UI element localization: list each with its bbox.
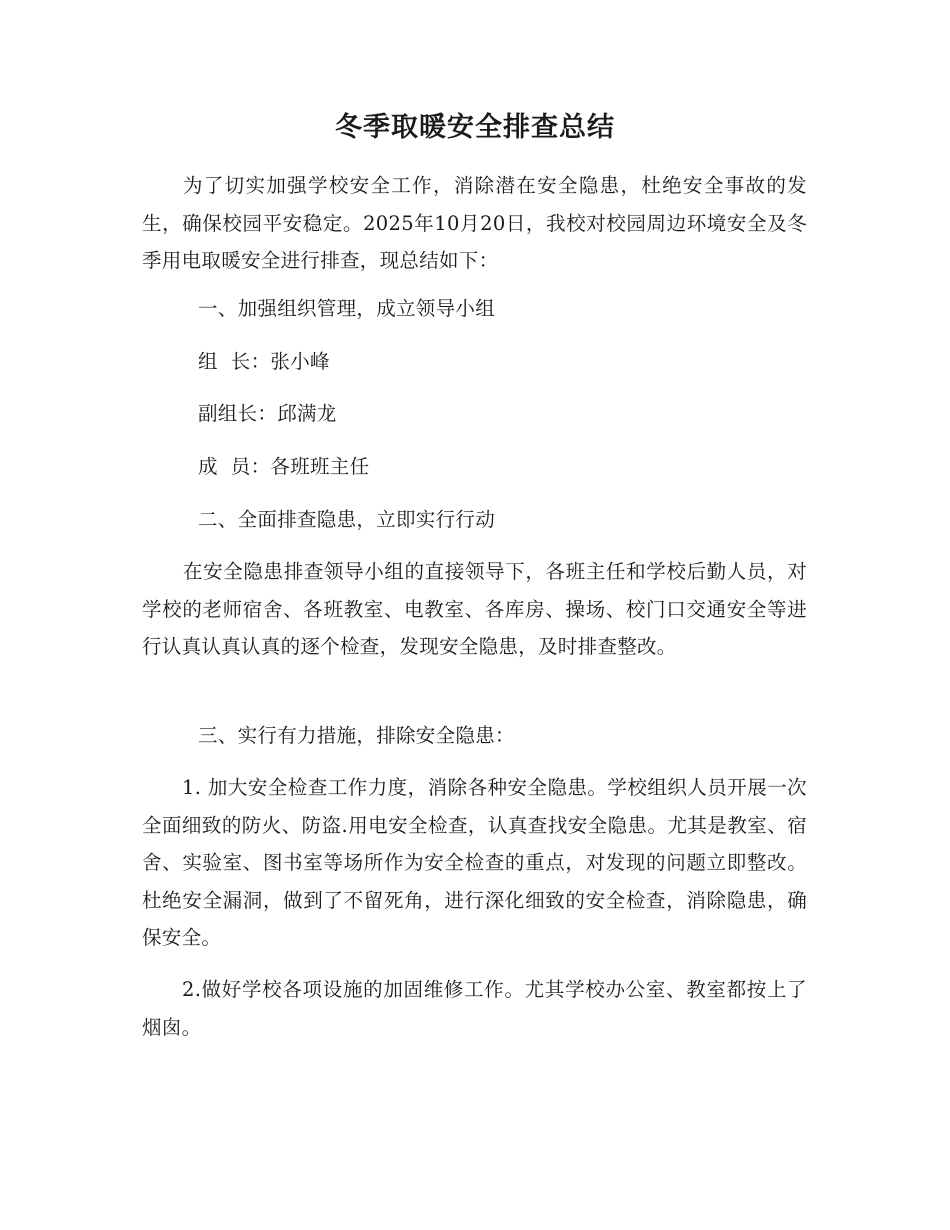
members-label: 成 员： [198, 455, 271, 478]
section2-body: 在安全隐患排查领导小组的直接领导下，各班主任和学校后勤人员，对学校的老师宿舍、各班教室、电教室、各库房、操场、校门口交通安全等进行认真认真认真的逐个检查，发现安全隐患，及时排查整改。 [142, 560, 807, 658]
measure-item-2: 2.做好学校各项设施的加固维修工作。尤其学校办公室、教室都按上了烟囱。 [142, 978, 807, 1039]
members-line [198, 448, 808, 486]
intro-paragraph: 为了切实加强学校安全工作，消除潜在安全隐患，杜绝安全事故的发生，确保校园平安稳定。2025年10月20日，我校对校园周边环境安全及冬季用电取暖安全进行排查，现总结如下： [142, 174, 807, 272]
leader-name: 张小峰 [270, 350, 330, 373]
section2-heading: 二、全面排查隐患，立即实行行动 [198, 508, 496, 531]
leader-label: 组 长： [198, 350, 271, 373]
section1-heading: 一、加强组织管理，成立领导小组 [198, 297, 496, 320]
members-value: 各班班主任 [270, 455, 370, 478]
leader-line [198, 343, 808, 381]
deputy-name: 邱满龙 [277, 402, 337, 425]
deputy-line [198, 395, 808, 433]
measure-item-1: 1. 加大安全检查工作力度，消除各种安全隐患。学校组织人员开展一次全面细致的防火、防盗.用电安全检查，认真查找安全隐患。尤其是教室、宿舍、实验室、图书室等场所作为安全检查的重点，对发现的问题立即整改。杜绝安全漏洞，做到了不留死角，进行深化细致的安全检查，消除隐患，确保安全。 [142, 776, 807, 949]
deputy-label: 副组长： [198, 402, 278, 425]
section3-heading: 三、实行有力措施，排除安全隐患： [198, 724, 515, 747]
document-title: 冬季取暖安全排查总结 [335, 112, 615, 143]
